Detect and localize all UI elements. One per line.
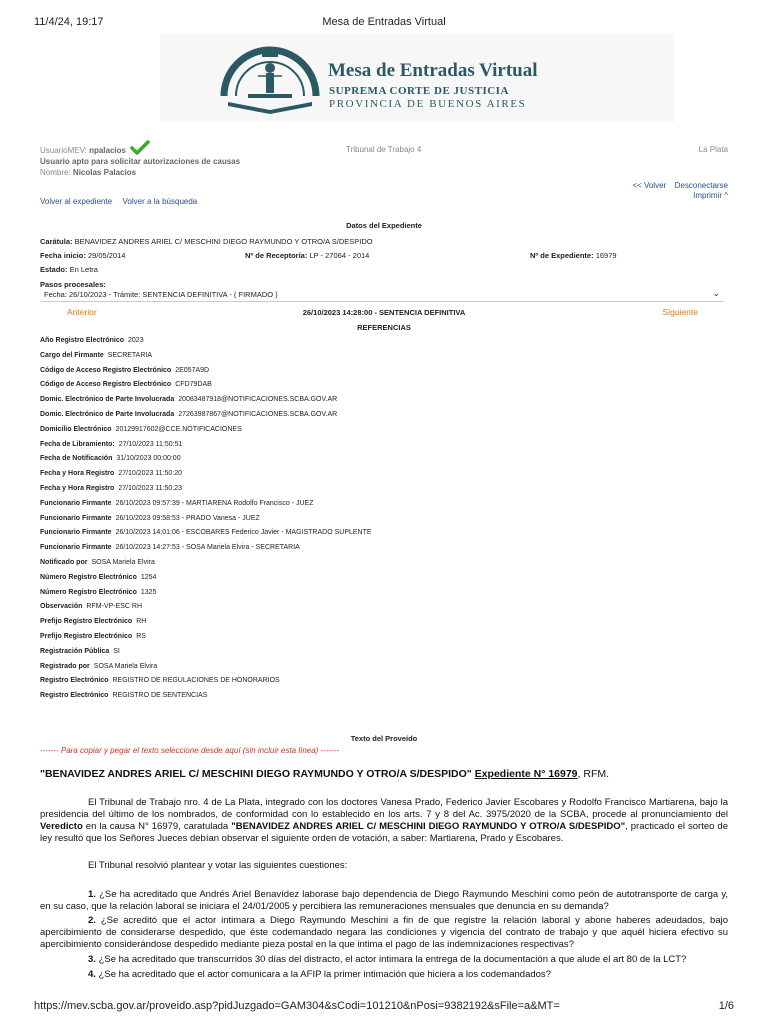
reference-value: 1325 [140,588,157,596]
reference-value: REGISTRO DE REGULACIONES DE HONORARIOS [112,677,280,685]
reference-label: Código de Acceso Registro Electrónico [40,366,172,374]
procedural-steps-select[interactable] [40,290,724,302]
heading-file-number: Expediente N° 16979 [474,768,578,780]
reference-label: Registrado por [40,662,90,670]
q1-number: 1. [88,889,96,900]
page-number: 1/6 [718,1000,734,1012]
question-3 [40,954,728,966]
brand-subtitle-province: PROVINCIA DE BUENOS AIRES [329,98,527,110]
reference-row [40,337,144,347]
selected-step: Fecha: 26/10/2023 - Trámite: SENTENCIA DEFINITIVA - ( FIRMADO ) [44,290,278,299]
question-1 [40,889,728,913]
reference-row [40,426,242,436]
reference-label: Domicilio Electrónico [40,425,112,433]
previous-link[interactable]: Anterior [67,307,97,317]
reference-label: Registro Electrónico [40,692,109,700]
reference-value: 27/10/2023 11:50:51 [118,440,183,448]
heading-tail: , RFM. [577,768,610,780]
reference-value: 26/10/2023 09:58:53 - PRADO Vanesa - JUEZ [115,514,260,522]
brand-subtitle-court: SUPREMA CORTE DE JUSTICIA [329,85,509,97]
reference-row [40,589,156,599]
start-date-value: 29/05/2014 [87,251,126,260]
reference-value: SECRETARIA [107,351,153,359]
reference-row [40,633,146,643]
p1-c: en la causa N° 16979, caratulada [82,821,232,832]
reference-row [40,411,337,421]
caratula-value: BENAVIDEZ ANDRES ARIEL C/ MESCHINI DIEGO RAYMUNDO Y OTRO/A S/DESPIDO [74,237,373,246]
reference-label: Notificado por [40,559,88,566]
reference-value: 27/10/2023 11:50:20 [118,470,183,478]
reference-row [40,544,300,554]
reference-label: Domic. Electrónico de Parte Involucrada [40,396,175,404]
reference-row [40,515,260,525]
document-heading [40,768,728,780]
start-date-label: Fecha inicio: [40,251,86,260]
reference-value: 2023 [128,337,144,344]
name-label: Nombre: [40,168,71,177]
question-2 [40,915,728,951]
q3-text: ¿Se ha acreditado que transcurridos 30 días del distracto, el actor intimara la entrega de la documentación a que alude el art 80 de la LCT? [95,954,687,965]
brand-title: Mesa de Entradas Virtual [328,60,538,81]
reference-label: Número Registro Electrónico [40,573,137,581]
reference-label: Funcionario Firmante [40,544,112,552]
reference-row [40,618,146,628]
reference-row [40,500,313,510]
reference-value: 27/10/2023 11:50:23 [118,485,183,492]
p1-d: "BENAVIDEZ ANDRES ARIEL C/ MESCHINI DIEGO RAYMUNDO Y OTRO/A S/DESPIDO" [231,821,626,832]
file-number-row [530,251,617,260]
user-permission: Usuario apto para solicitar autorizaciones de causas [40,157,241,166]
reference-row [40,352,152,362]
paragraph-questions-intro: El Tribunal resolvió plantear y votar las siguientes cuestiones: [88,860,348,871]
reference-row [40,677,280,687]
court-logo-icon [218,42,322,116]
reference-row [40,648,120,658]
reference-value: 26/10/2023 14:27:53 - SOSA Mariela Elvira - SECRETARIA [115,544,300,552]
status-row [40,265,98,274]
user-name: npalacios [89,146,126,155]
reference-row [40,367,209,377]
receptoria-label: Nº de Receptoría: [245,251,308,260]
p1-a: El Tribunal de Trabajo nro. 4 de La Plata, integrado con los doctores Vanesa Prado, Federico Javier Escobares y Rodolfo Francisco Martiarena, bajo la presidencia del último de los nombrados, de conformidad con lo establecido en los arts. 7 y 8 del Ac. 3975/2020 de la SCBA, procede al pronunciamiento del [40,797,728,820]
proveido-title: Texto del Proveído [350,734,418,743]
reference-row [40,692,207,702]
reference-row [40,603,142,613]
reference-row [40,396,337,406]
next-link[interactable]: Siguiente [662,307,698,317]
q4-text: ¿Se ha acreditado que el actor comunicara a la AFIP la primer intimación que hiciera a los codemandados? [95,969,551,980]
file-number-label: Nº de Expediente: [530,251,594,260]
q2-number: 2. [88,915,96,926]
back-to-search-link[interactable]: Volver a la búsqueda [122,197,198,206]
reference-value: 26/10/2023 09:57:39 - MARTIARENA Rodolfo Francisco - JUEZ [115,499,314,507]
caratula-label: Carátula: [40,237,73,246]
q2-text: ¿Se acreditó que el actor intimara a Diego Raymundo Meschini a fin de que registre la relación laboral y abone haberes adeudados, bajo apercibimiento de considerarse despedido, que éste codemandado negara las condiciones y vigencia del contrato de trabajo y que aquél hiciera efectivo su apercibimiento considerándose despedido mediante pieza postal en la que intima el pago de las indemnizaciones respectivas? [40,915,728,950]
reference-value: 1254 [140,573,157,581]
print-datetime: 11/4/24, 19:17 [34,16,104,28]
reference-label: Registración Pública [40,647,110,655]
p1-e: , practicado el sorteo de ley resultó que los Señores Jueces debían observar el siguiente orden de votación, a saber: Martiarena, Prado y Escobares. [40,821,728,844]
receptoria-value: LP - 27064 - 2014 [309,251,370,260]
current-step-title: 26/10/2023 14:28:00 - SENTENCIA DEFINITIVA [302,308,466,317]
reference-value: SOSA Mariela Elvira [91,559,155,566]
reference-label: Funcionario Firmante [40,514,112,522]
reference-value: SOSA Mariela Elvira [93,662,158,670]
secondary-nav [40,191,197,209]
reference-label: Fecha y Hora Registro [40,485,115,492]
reference-label: Observación [40,603,83,611]
start-date-row [40,251,125,260]
q1-text: ¿Se ha acreditado que Andrés Ariel Benavídez laborase bajo dependencia de Diego Raymundo Meschini como peón de autotransporte de carga y, en su caso, que la relación laboral se iniciara el 24/01/2005 y percibiera las remuneraciones mensuales que denuncia en su demanda? [40,889,728,912]
reference-row [40,529,372,539]
status-label: Estado: [40,265,68,274]
page-url: https://mev.scba.gov.ar/proveido.asp?pidJuzgado=GAM304&sCodi=101210&nPosi=9382192&sFile=a&MT= [34,1000,560,1012]
back-link[interactable]: << Volver [632,181,667,190]
reference-label: Prefijo Registro Electrónico [40,618,133,626]
print-title: Mesa de Entradas Virtual [322,16,446,28]
paragraph-intro [40,797,728,845]
reference-label: Fecha y Hora Registro [40,470,115,478]
print-link[interactable]: Imprimir ^ [693,191,728,200]
logout-link[interactable]: Desconectarse [674,181,728,190]
reference-label: Fecha de Libramiento: [40,440,115,448]
reference-row [40,663,157,673]
reference-label: Funcionario Firmante [40,499,112,507]
reference-label: Domic. Electrónico de Parte Involucrada [40,411,175,418]
user-label: UsuarioMEV: [40,146,87,155]
reference-row [40,381,212,391]
references-title: REFERENCIAS [357,323,411,332]
question-4 [40,969,728,981]
reference-value: 27263987867@NOTIFICACIONES.SCBA.GOV.AR [178,411,338,418]
heading-caratula: "BENAVIDEZ ANDRES ARIEL C/ MESCHINI DIEGO RAYMUNDO Y OTRO/A S/DESPIDO" [40,768,472,780]
reference-value: 31/10/2023 00:00:00 [116,455,181,463]
reference-label: Prefijo Registro Electrónico [40,633,133,640]
tribunal-name: Tribunal de Trabajo 4 [346,145,422,154]
reference-label: Fecha de Notificación [40,455,113,463]
q4-number: 4. [88,969,96,980]
reference-value: RH [136,618,147,626]
site-banner [160,34,674,122]
reference-label: Cargo del Firmante [40,351,104,359]
reference-row [40,455,181,465]
reference-value: 20129917602@CCE.NOTIFICACIONES [115,425,242,433]
reference-value: RFM-VP-ESC RH [86,603,143,611]
reference-label: Año Registro Electrónico [40,337,125,344]
copy-hint: ------- Para copiar y pegar el texto seleccione desde aquí (sin incluir esta línea) ------- [40,746,340,755]
reference-label: Código de Acceso Registro Electrónico [40,381,172,389]
reference-value: 26/10/2023 14:01:06 - ESCOBARES Federico Javier - MAGISTRADO SUPLENTE [115,529,372,537]
file-section-title: Datos del Expediente [346,221,422,230]
reference-value: 2E057A9D [175,366,210,374]
steps-label: Pasos procesales: [40,280,106,289]
user-info [40,140,240,178]
p1-b: Veredicto [40,821,83,832]
full-name: Nicolas Palacios [72,168,137,177]
reference-value: CFD79DAB [175,381,212,389]
reference-value: 20083487918@NOTIFICACIONES.SCBA.GOV.AR [178,396,338,404]
court-city: La Plata [698,145,728,154]
reference-label: Registro Electrónico [40,677,109,685]
reference-row [40,559,155,569]
q3-number: 3. [88,954,96,965]
check-icon [130,140,150,156]
print-footer [0,1000,768,1014]
receptoria-row [245,251,369,260]
reference-row [40,574,156,584]
reference-row [40,441,182,451]
reference-row [40,485,182,495]
reference-label: Funcionario Firmante [40,529,112,537]
chevron-down-icon: ⌄ [712,288,720,298]
reference-value: SI [113,647,120,655]
reference-row [40,470,182,480]
status-value: En Letra [69,265,98,274]
caratula-row [40,237,373,246]
reference-label: Número Registro Electrónico [40,588,137,596]
reference-value: RS [136,633,146,640]
reference-value: REGISTRO DE SENTENCIAS [112,692,208,700]
file-number-value: 16979 [595,251,617,260]
back-to-file-link[interactable]: Volver al expediente [40,197,113,206]
